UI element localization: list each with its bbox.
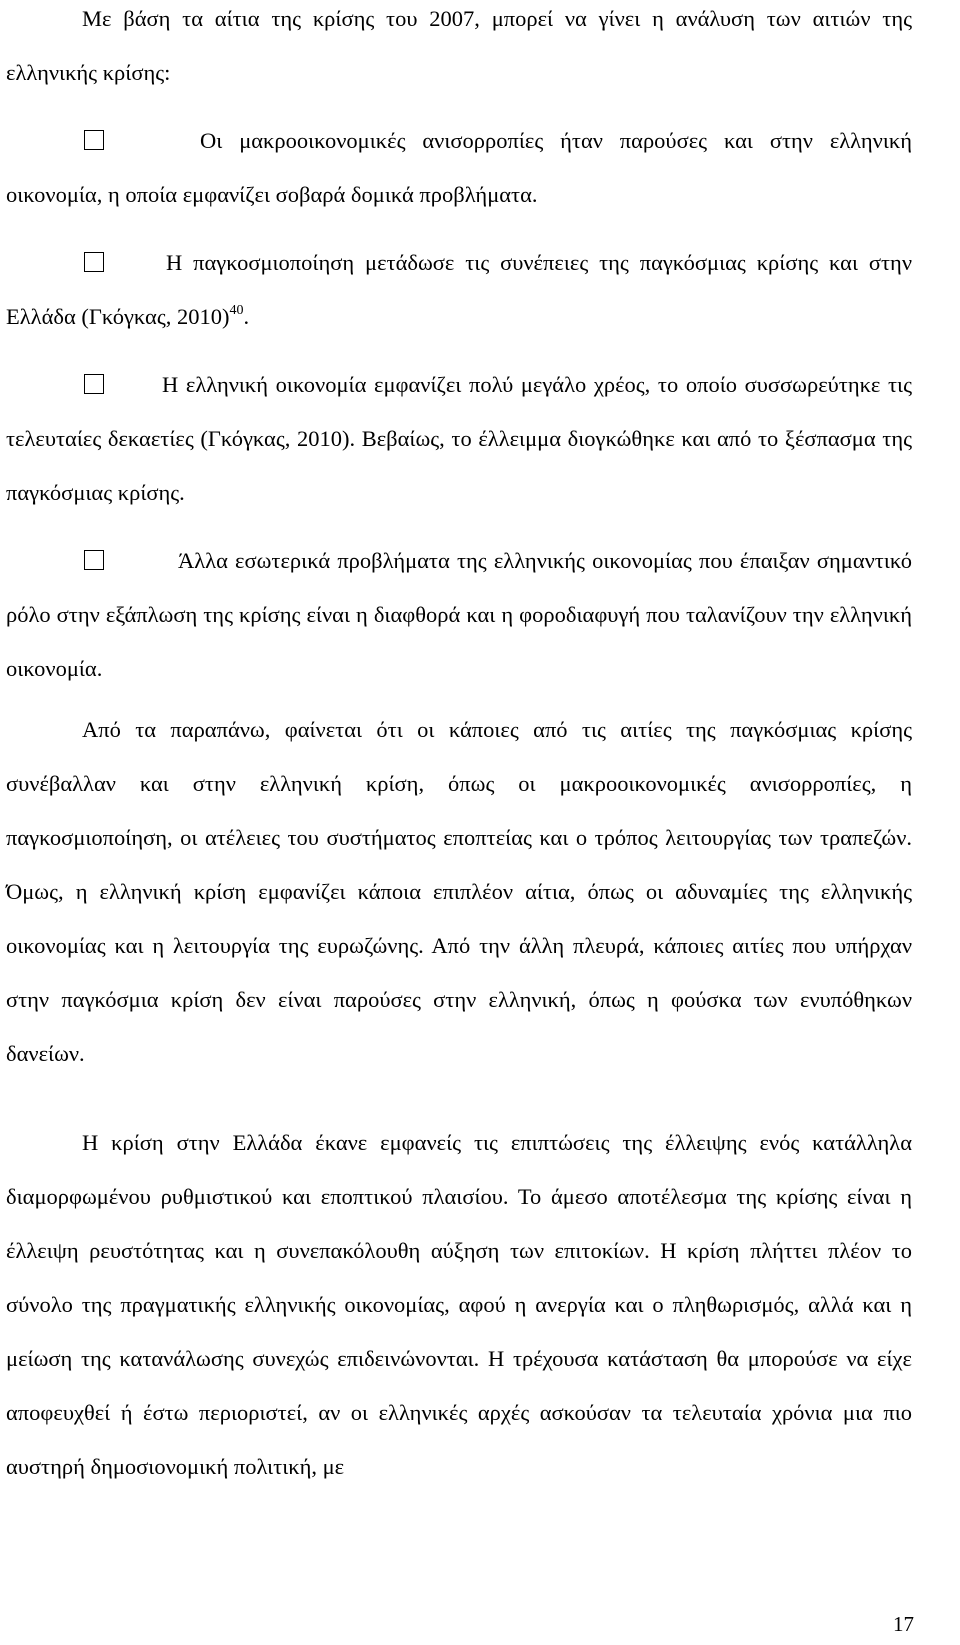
bullet-item-4 [6, 534, 912, 696]
bullet-item-2 [6, 236, 912, 344]
intro-paragraph: Με βάση τα αίτια της κρίσης του 2007, μπορεί να γίνει η ανάλυση των αιτιών της ελληνικής κρίσης: [6, 6, 912, 85]
bullet-text: Η ελληνική οικονομία εμφανίζει πολύ μεγάλο χρέος, το οποίο συσσωρεύτηκε τις τελευταίες δεκαετίες (Γκόγκας, 2010). Βεβαίως, το έλλειμμα διογκώθηκε και από το ξέσπασμα της παγκόσμιας κρίσης. [6, 372, 912, 505]
bullet-item-1 [6, 114, 912, 222]
checkbox-icon [84, 550, 104, 570]
checkbox-icon [84, 130, 104, 150]
checkbox-icon [84, 252, 104, 272]
body-paragraph-2: Η κρίση στην Ελλάδα έκανε εμφανείς τις επιπτώσεις της έλλειψης ενός κατάλληλα διαμορφωμένου ρυθμιστικού και εποπτικού πλαισίου. Το άμεσο αποτέλεσμα της κρίσης είναι η έλλειψη ρευστότητας και η συνεπακόλουθη αύξηση των επιτοκίων. Η κρίση πλήττει πλέον το σύνολο της πραγματικής ελληνικής οικονομίας, αφού η ανεργία και ο πληθωρισμός, αλλά και η μείωση της κατανάλωσης συνεχώς επιδεινώνονται. Η τρέχουσα κατάσταση θα μπορούσε να είχε αποφευχθεί ή έστω περιοριστεί, αν οι ελληνικές αρχές ασκούσαν τα τελευταία χρόνια μια πιο αυστηρή δημοσιονομική πολιτική, με [6, 1130, 912, 1479]
bullet-text: Άλλα εσωτερικά προβλήματα της ελληνικής οικονομίας που έπαιξαν σημαντικό ρόλο στην εξάπλωση της κρίσης είναι η διαφθορά και η φοροδιαφυγή που ταλανίζουν την ελληνική οικονομία. [6, 548, 912, 681]
footnote-marker: 40 [229, 303, 244, 318]
body-paragraph-1: Από τα παραπάνω, φαίνεται ότι οι κάποιες από τις αιτίες της παγκόσμιας κρίσης συνέβαλλαν και στην ελληνική κρίση, όπως οι μακροοικονομικές ανισορροπίες, η παγκοσμιοποίηση, οι ατέλειες του συστήματος εποπτείας και ο τρόπος λειτουργίας των τραπεζών. Όμως, η ελληνική κρίση εμφανίζει κάποια επιπλέον αίτια, όπως οι αδυναμίες της ελληνικής οικονομίας και η λειτουργία της ευρωζώνης. Από την άλλη πλευρά, κάποιες αιτίες που υπήρχαν στην παγκόσμια κρίση δεν είναι παρούσες στην ελληνική, όπως η φούσκα των ενυπόθηκων δανείων. [6, 717, 912, 1066]
page-number: 17 [893, 1612, 914, 1636]
checkbox-icon [84, 374, 104, 394]
bullet-text: Η παγκοσμιοποίηση μετάδωσε τις συνέπειες της παγκόσμιας κρίσης και στην Ελλάδα (Γκόγκας, 2010) [6, 250, 912, 329]
bullet-text-tail: . [243, 304, 250, 329]
bullet-text: Οι μακροοικονομικές ανισορροπίες ήταν παρούσες και στην ελληνική οικονομία, η οποία εμφανίζει σοβαρά δομικά προβλήματα. [6, 128, 912, 207]
bullet-item-3 [6, 358, 912, 520]
